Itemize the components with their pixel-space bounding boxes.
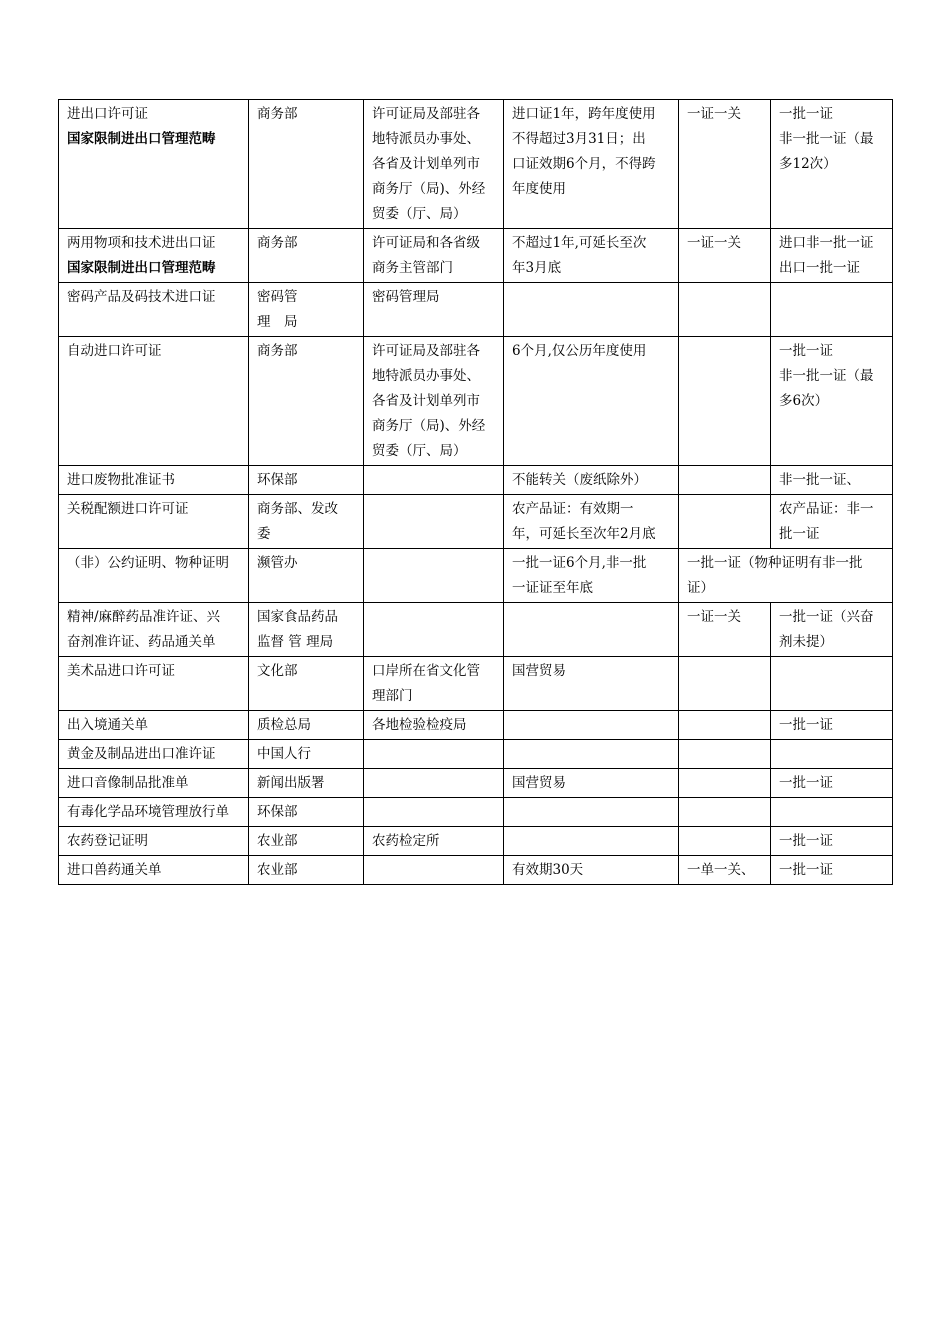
table-cell: 中国人行 xyxy=(249,740,364,769)
table-row xyxy=(59,603,893,657)
table-cell: 口岸所在省文化管 理部门 xyxy=(364,657,504,711)
table-row xyxy=(59,337,893,466)
table-cell: 商务部 xyxy=(249,337,364,466)
table-cell xyxy=(504,603,679,657)
table-cell: 一证一关 xyxy=(679,229,771,283)
table-cell xyxy=(364,798,504,827)
table-cell xyxy=(364,603,504,657)
table-cell: 密码管理局 xyxy=(364,283,504,337)
table-cell: 濒管办 xyxy=(249,549,364,603)
table-row xyxy=(59,856,893,885)
table-cell xyxy=(364,495,504,549)
table-cell: 不超过1年,可延长至次 年3月底 xyxy=(504,229,679,283)
table-row xyxy=(59,740,893,769)
table-row xyxy=(59,657,893,711)
table-cell xyxy=(679,495,771,549)
table-cell: 密码产品及码技术进口证 xyxy=(59,283,249,337)
table-cell xyxy=(679,337,771,466)
table-cell xyxy=(364,549,504,603)
table-cell: 进口废物批准证书 xyxy=(59,466,249,495)
table-row xyxy=(59,283,893,337)
table-cell xyxy=(679,283,771,337)
table-cell: 国营贸易 xyxy=(504,769,679,798)
table-cell: 非一批一证、 xyxy=(771,466,893,495)
table-cell xyxy=(679,798,771,827)
table-cell: 有毒化学品环境管理放行单 xyxy=(59,798,249,827)
table-cell xyxy=(364,769,504,798)
table-cell xyxy=(679,740,771,769)
table-cell: 出入境通关单 xyxy=(59,711,249,740)
table-cell: 文化部 xyxy=(249,657,364,711)
table-cell xyxy=(364,466,504,495)
table-cell: 进口非一批一证 出口一批一证 xyxy=(771,229,893,283)
table-cell xyxy=(679,711,771,740)
table-cell: 一批一证 xyxy=(771,827,893,856)
table-cell: 许可证局及部驻各 地特派员办事处、 各省及计划单列市 商务厅（局)、外经 贸委（厅、局） xyxy=(364,100,504,229)
table-row xyxy=(59,100,893,229)
table-row xyxy=(59,229,893,283)
table-cell: 一批一证 非一批一证（最 多12次） xyxy=(771,100,893,229)
table-cell xyxy=(679,827,771,856)
table-cell: 农业部 xyxy=(249,827,364,856)
table-cell xyxy=(504,283,679,337)
table-cell xyxy=(771,283,893,337)
table-cell xyxy=(504,711,679,740)
table-cell: 两用物项和技术进出口证 国家限制进出口管理范畴 xyxy=(59,229,249,283)
license-table xyxy=(58,99,893,885)
table-cell: 农产品证：有效期一 年，可延长至次年2月底 xyxy=(504,495,679,549)
table-cell: 新闻出版署 xyxy=(249,769,364,798)
table-cell xyxy=(771,657,893,711)
table-cell: 农业部 xyxy=(249,856,364,885)
table-cell: 进出口许可证 国家限制进出口管理范畴 xyxy=(59,100,249,229)
table-cell: 一证一关 xyxy=(679,100,771,229)
table-cell: 国营贸易 xyxy=(504,657,679,711)
table-cell xyxy=(679,769,771,798)
table-cell: 商务部、发改 委 xyxy=(249,495,364,549)
table-cell xyxy=(771,740,893,769)
table-cell: 6个月,仅公历年度使用 xyxy=(504,337,679,466)
table-cell: 一批一证 xyxy=(771,769,893,798)
table-cell: 关税配额进口许可证 xyxy=(59,495,249,549)
table-cell: 一证一关 xyxy=(679,603,771,657)
table-cell xyxy=(364,856,504,885)
table-row xyxy=(59,711,893,740)
table-row xyxy=(59,495,893,549)
table-cell: 质检总局 xyxy=(249,711,364,740)
table-row xyxy=(59,466,893,495)
table-cell: 密码管 理 局 xyxy=(249,283,364,337)
table-cell: 商务部 xyxy=(249,229,364,283)
table-cell: 不能转关（废纸除外） xyxy=(504,466,679,495)
table-cell: 一批一证 非一批一证（最 多6次） xyxy=(771,337,893,466)
table-cell: 商务部 xyxy=(249,100,364,229)
table-cell: 精神/麻醉药品准许证、兴 奋剂准许证、药品通关单 xyxy=(59,603,249,657)
table-cell xyxy=(679,657,771,711)
table-cell: 农药登记证明 xyxy=(59,827,249,856)
table-row xyxy=(59,769,893,798)
table-cell: 各地检验检疫局 xyxy=(364,711,504,740)
table-cell: 黄金及制品进出口准许证 xyxy=(59,740,249,769)
table-cell: 一单一关、 xyxy=(679,856,771,885)
table-cell xyxy=(364,740,504,769)
table-cell: 美术品进口许可证 xyxy=(59,657,249,711)
table-cell: 农产品证：非一 批一证 xyxy=(771,495,893,549)
table-cell: 环保部 xyxy=(249,798,364,827)
table-cell xyxy=(504,827,679,856)
table-cell: 一批一证6个月,非一批 一证证至年底 xyxy=(504,549,679,603)
table-cell: 一批一证 xyxy=(771,856,893,885)
table-cell xyxy=(504,740,679,769)
table-cell: 一批一证（兴奋 剂未提） xyxy=(771,603,893,657)
table-row xyxy=(59,549,893,603)
table-cell: 有效期30天 xyxy=(504,856,679,885)
table-row xyxy=(59,827,893,856)
table-cell: 一批一证 xyxy=(771,711,893,740)
table-cell xyxy=(771,798,893,827)
table-cell: 进口兽药通关单 xyxy=(59,856,249,885)
table-cell: 进口证1年，跨年度使用 不得超过3月31日；出 口证效期6个月，不得跨 年度使用 xyxy=(504,100,679,229)
table-cell: 农药检定所 xyxy=(364,827,504,856)
table-cell: 环保部 xyxy=(249,466,364,495)
table-cell: 许可证局和各省级 商务主管部门 xyxy=(364,229,504,283)
table-row xyxy=(59,798,893,827)
table-cell: 进口音像制品批准单 xyxy=(59,769,249,798)
table-cell: 自动进口许可证 xyxy=(59,337,249,466)
table-cell xyxy=(504,798,679,827)
table-cell: （非）公约证明、物种证明 xyxy=(59,549,249,603)
table-cell-merged: 一批一证（物种证明有非一批 证） xyxy=(679,549,893,603)
table-cell: 国家食品药品 监督 管 理局 xyxy=(249,603,364,657)
table-cell: 许可证局及部驻各 地特派员办事处、 各省及计划单列市 商务厅（局)、外经 贸委（厅、局） xyxy=(364,337,504,466)
table-cell xyxy=(679,466,771,495)
